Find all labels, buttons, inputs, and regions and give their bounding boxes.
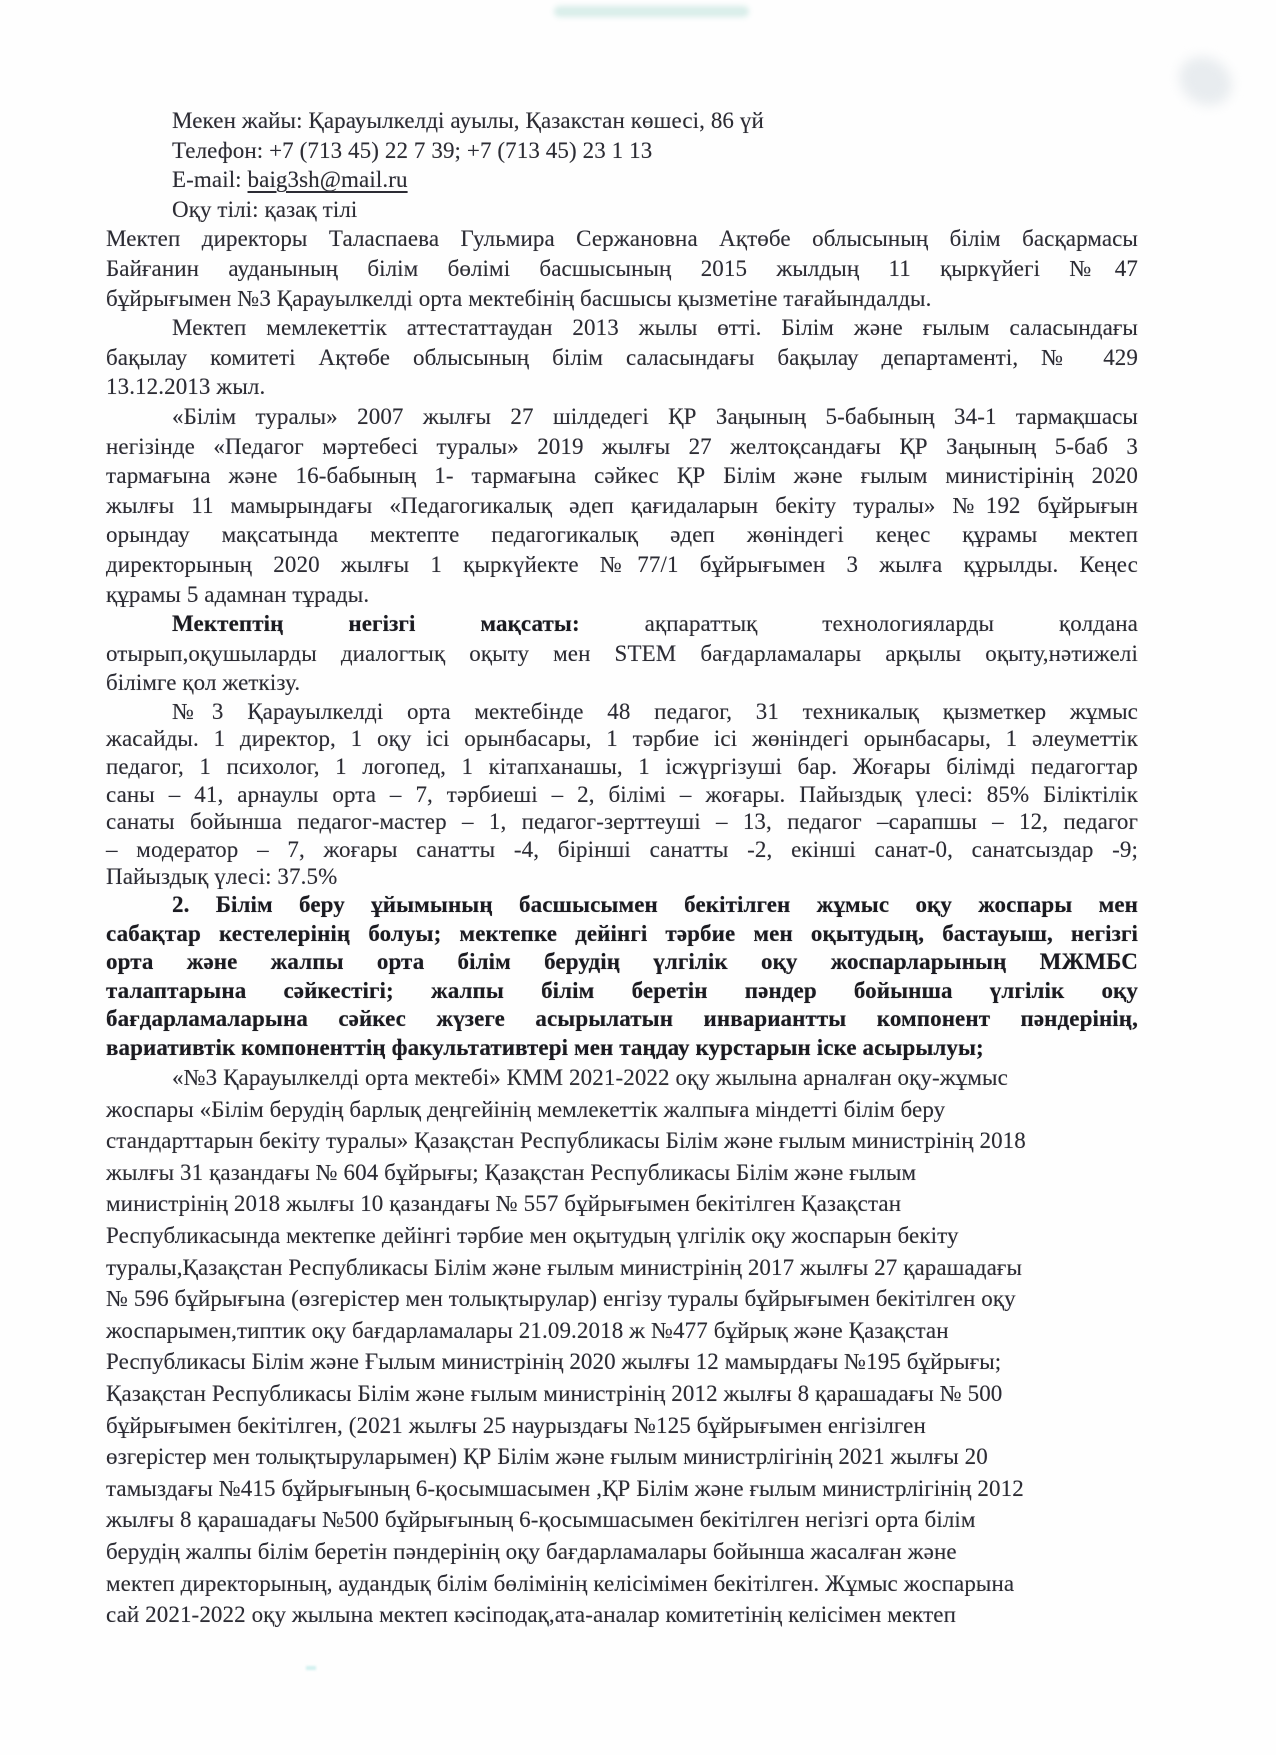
scan-artifact — [306, 1666, 316, 1670]
text-line: Мектеп мемлекеттік аттестаттаудан 2013 жылы өтті. Білім және ғылым саласындағы — [172, 315, 1138, 341]
phone-line: Телефон: +7 (713 45) 22 7 39; +7 (713 45) 23 1 13 — [172, 137, 653, 163]
text-line: бағдарламаларына сәйкес жүзеге асырылатын инвариантты компонент пәндерінің, — [106, 1006, 1138, 1032]
text-line: мектеп директорының, аудандық білім бөлімінің келісімімен бекітілген. Жұмыс жоспарына — [106, 1570, 1015, 1596]
contact-block — [172, 106, 1138, 224]
text-line: педагог, 1 психолог, 1 логопед, 1 кітапханашы, 1 ісжүргізуші бар. Жоғары білімді педагогтар — [106, 754, 1138, 780]
text-line: 13.12.2013 жыл. — [106, 374, 266, 400]
text-line: саны – 41, арнаулы орта – 7, тәрбиеші – 2, білімі – жоғары. Пайыздық үлесі: 85% Біліктілік — [106, 781, 1138, 807]
address-line: Мекен жайы: Қарауылкелді ауылы, Қазакстан көшесі, 86 үй — [172, 108, 764, 133]
text-line: «№3 Қарауылкелді орта мектебі» КММ 2021-2022 оқу жылына арналған оқу-жұмыс — [172, 1065, 1008, 1091]
paragraph-section2-heading — [106, 891, 1138, 1062]
email-link[interactable]: baig3sh@mail.ru — [247, 167, 408, 193]
text-line: туралы,Қазақстан Республикасы Білім және ғылым министрінің 2017 жылғы 27 қарашадағы — [106, 1254, 1023, 1280]
paragraph-director — [106, 224, 1138, 313]
email-label: E-mail: — [172, 167, 248, 193]
text-line: Байғанин ауданының білім бөлімі басшысының 2015 жылдың 11 қыркүйегі №47 — [106, 255, 1138, 281]
text-line: тамыздағы №415 бұйрығының 6-қосымшасымен ,ҚР Білім және ғылым министрлігінің 2012 — [106, 1475, 1024, 1501]
text-line: министрінің 2018 жылғы 10 қазандағы № 557 бұйрығымен бекітілген Қазақстан — [106, 1191, 902, 1217]
text-line: 2. Білім беру ұйымының басшысымен бекітілген жұмыс оқу жоспары мен — [172, 892, 1138, 918]
text-line: жылғы 31 қазандағы № 604 бұйрығы; Қазақстан Республикасы Білім және ғылым — [106, 1159, 917, 1185]
scan-artifact — [554, 6, 749, 17]
text-line: құрамы 5 адамнан тұрады. — [106, 581, 370, 607]
text-line: вариативтік компоненттің факультативтері мен таңдау курстарын іске асырылуы; — [106, 1034, 984, 1060]
text-column — [106, 106, 1138, 1631]
text-line: талаптарына сәйкестігі; жалпы білім беретін пәндер бойынша үлгілік оқу — [106, 977, 1138, 1003]
paragraph-school-goal — [106, 609, 1138, 698]
text-line: сай 2021-2022 оқу жылына мектеп кәсіподақ,ата-аналар комитетінің келісімен мектеп — [106, 1602, 957, 1628]
text-line: орта және жалпы орта білім берудің үлгілік оқу жоспарларының МЖМБС — [106, 949, 1138, 975]
text-line: – модератор – 7, жоғары санатты -4, бірінші санатты -2, екінші санат-0, санатсыздар -9; — [106, 836, 1138, 862]
text-line: бұйрығымен №3 Қарауылкелді орта мектебінің басшысы қызметіне тағайындалды. — [106, 285, 932, 311]
text-line: Республикасында мектепке дейінгі тәрбие мен оқытудың үлгілік оқу жоспарын бекіту — [106, 1223, 959, 1248]
text-line: орындау мақсатында мектепте педагогикалық әдеп жөніндегі кеңес құрамы мектеп — [106, 522, 1138, 548]
paragraph-ethics-council — [106, 402, 1138, 609]
text-line: «Білім туралы» 2007 жылғы 27 шілдедегі ҚР Заңының 5-бабының 34-1 тармақшасы — [172, 403, 1138, 429]
text-line: директорының 2020 жылғы 1 қыркүйекте №77/1 бұйрығымен 3 жылға құрылды. Кеңес — [106, 551, 1138, 577]
text-line: Қазақстан Республикасы Білім және ғылым министрінің 2012 жылғы 8 қарашадағы № 500 — [106, 1380, 1003, 1406]
text-line: №3 Қарауылкелді орта мектебінде 48 педагог, 31 техникалық қызметкер жұмыс — [172, 698, 1138, 724]
text-line: білімге қол жеткізу. — [106, 670, 301, 696]
language-line: Оқу тілі: қазақ тілі — [172, 196, 358, 222]
text-line: жоспары «Білім берудің барлық деңгейінің мемлекеттік жалпыға міндетті білім беру — [106, 1096, 946, 1122]
email-line — [172, 165, 1138, 195]
text-line: Республикасы Білім және Ғылым министрінің 2020 жылғы 12 мамырдағы №195 бұйрығы; — [106, 1349, 1002, 1375]
text-line: негізінде «Педагог мәртебесі туралы» 2019 жылғы 27 желтоқсандағы ҚР Заңының 5-баб 3 — [106, 433, 1138, 459]
text-line: Мектеп директоры Таласпаева Гульмира Сержановна Ақтөбе облысының білім басқармасы — [106, 226, 1138, 252]
text-line: бақылау комитеті Ақтөбе облысының білім саласындағы бақылау департаменті, № 429 — [106, 344, 1138, 370]
paragraph-curriculum — [106, 1062, 1138, 1631]
text-line: санаты бойынша педагог-мастер – 1, педагог-зерттеуші – 13, педагог –сарапшы – 12, педагог — [106, 809, 1138, 835]
text-line: жоспарымен,типтик оқу бағдарламалары 21.09.2018 ж №477 бұйрық және Қазақстан — [106, 1317, 949, 1343]
paragraph-staff — [106, 698, 1138, 891]
text-line: өзгерістер мен толықтыруларымен) ҚР Білім және ғылым министрлігінің 2021 жылғы 20 — [106, 1444, 988, 1470]
text-line: стандарттарын бекіту туралы» Қазақстан Республикасы Білім және ғылым министрінің 2018 — [106, 1128, 1026, 1154]
text-line: жылғы 8 қарашадағы №500 бұйрығының 6-қосымшасымен бекітілген негізгі орта білім — [106, 1507, 976, 1533]
text-line: жылғы 11 мамырындағы «Педагогикалық әдеп қағидаларын бекіту туралы» №192 бұйрығын — [106, 492, 1138, 518]
text-line: берудің жалпы білім беретін пәндерінің оқу бағдарламалары бойынша жасалған және — [106, 1538, 957, 1564]
scan-artifact — [1170, 47, 1241, 115]
text-line — [106, 609, 1138, 639]
text-line: отырып,оқушыларды диалогтық оқыту мен STEM бағдарламалары арқылы оқыту,нәтижелі — [106, 640, 1138, 666]
text-line: тармағына және 16-бабының 1- тармағына сәйкес ҚР Білім және ғылым министірінің 2020 — [106, 463, 1138, 489]
text-line: Пайыздық үлесі: 37.5% — [106, 864, 338, 890]
paragraph-attestation — [106, 313, 1138, 402]
text-line: бұйрығымен бекітілген, (2021 жылғы 25 наурыздағы №125 бұйрығымен енгізілген — [106, 1412, 926, 1438]
goal-lead-rest: ақпараттық технологияларды қолдана — [579, 611, 1138, 637]
text-line: № 596 бұйрығына (өзгерістер мен толықтырулар) енгізу туралы бұйрығымен бекітілген оқу — [106, 1286, 1016, 1312]
text-line: сабақтар кестелерінің болуы; мектепке дейінгі тәрбие мен оқытудың, бастауыш, негізгі — [106, 920, 1138, 946]
text-line: жасайды. 1 директор, 1 оқу ісі орынбасары, 1 тәрбие ісі жөніндегі орынбасары, 1 әлеуметтік — [106, 726, 1138, 752]
goal-lead-bold: Мектептің негізгі мақсаты: — [172, 611, 580, 637]
